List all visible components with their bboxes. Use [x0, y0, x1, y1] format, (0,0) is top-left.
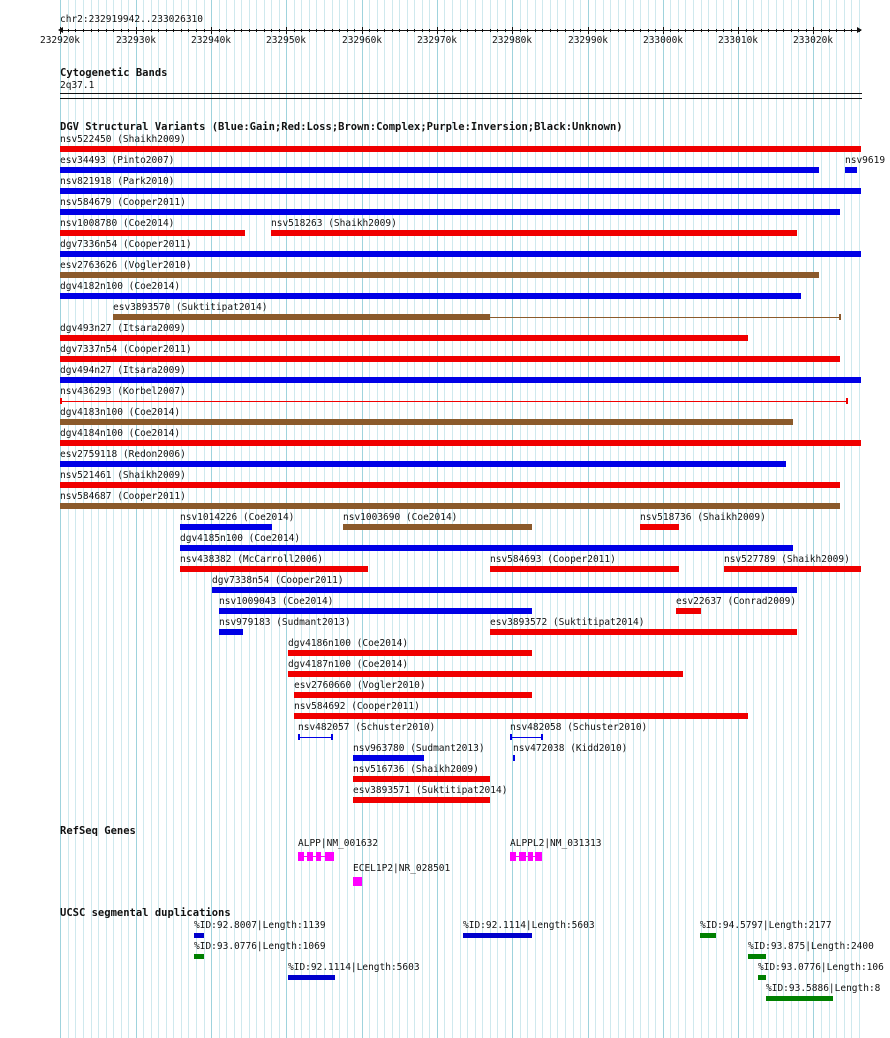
dgv-feature-label[interactable]: esv3893570 (Suktitipat2014) [113, 302, 268, 313]
dgv-feature-label[interactable]: esv22637 (Conrad2009) [676, 596, 797, 607]
refseq-gene-label[interactable]: ALPP|NM_001632 [298, 838, 379, 849]
segdup-bar[interactable] [700, 933, 716, 938]
dgv-feature-bar[interactable] [724, 566, 861, 572]
dgv-feature-bar[interactable] [294, 692, 532, 698]
dgv-feature-label[interactable]: dgv4184n100 (Coe2014) [60, 428, 181, 439]
dgv-feature-bar[interactable] [180, 545, 793, 551]
segdup-label[interactable]: %ID:94.5797|Length:2177 [700, 920, 832, 931]
dgv-feature-label[interactable]: esv34493 (Pinto2007) [60, 155, 175, 166]
dgv-feature-bar[interactable] [60, 251, 861, 257]
segdup-bar[interactable] [748, 954, 766, 959]
refseq-gene-exon[interactable] [519, 852, 526, 861]
cytoband-label: 2q37.1 [60, 80, 95, 91]
refseq-gene-exon[interactable] [325, 852, 334, 861]
segdup-bar[interactable] [194, 954, 204, 959]
cytoband-band-line-bottom [60, 98, 862, 99]
refseq-gene-exon[interactable] [528, 852, 533, 861]
dgv-feature-label[interactable]: dgv4183n100 (Coe2014) [60, 407, 181, 418]
dgv-feature-bar[interactable] [219, 608, 532, 614]
ruler-tick-label: 232980k [491, 35, 533, 46]
dgv-feature-label[interactable]: nsv821918 (Park2010) [60, 176, 175, 187]
ruler-tick-label: 232940k [190, 35, 232, 46]
dgv-feature-label[interactable]: nsv482057 (Schuster2010) [298, 722, 436, 733]
dgv-feature-bar[interactable] [294, 713, 748, 719]
segdup-bar[interactable] [758, 975, 766, 980]
refseq-track-title[interactable]: RefSeq Genes [60, 825, 136, 837]
dgv-feature-label[interactable]: esv3893572 (Suktitipat2014) [490, 617, 645, 628]
dgv-feature-bar[interactable] [60, 335, 748, 341]
dgv-feature-label[interactable]: nsv1008780 (Coe2014) [60, 218, 175, 229]
dgv-feature-label[interactable]: dgv4186n100 (Coe2014) [288, 638, 409, 649]
ruler-tick-label: 232950k [265, 35, 307, 46]
dgv-feature-endtick [846, 398, 848, 404]
dgv-feature-label[interactable]: esv2759118 (Redon2006) [60, 449, 186, 460]
refseq-gene-exon[interactable] [316, 852, 321, 861]
segdup-label[interactable]: %ID:93.0776|Length:106 [758, 962, 884, 973]
cytoband-band-line-top [60, 93, 862, 94]
dgv-feature-label[interactable]: esv3893571 (Suktitipat2014) [353, 785, 508, 796]
dgv-feature-bar[interactable] [60, 440, 861, 446]
refseq-gene-exon[interactable] [298, 852, 304, 861]
ruler-tick-label: 233020k [792, 35, 834, 46]
dgv-feature-bar[interactable] [271, 230, 797, 236]
dgv-feature-bar[interactable] [513, 755, 515, 761]
dgv-feature-bar[interactable] [60, 482, 840, 488]
dgv-feature-label[interactable]: nsv518263 (Shaikh2009) [271, 218, 397, 229]
refseq-gene-exon[interactable] [510, 852, 516, 861]
ruler-tick-label: 232960k [341, 35, 383, 46]
dgv-feature-bar[interactable] [60, 230, 245, 236]
dgv-feature-bar[interactable] [60, 377, 861, 383]
dgv-feature-label[interactable]: nsv1003690 (Coe2014) [343, 512, 458, 523]
dgv-feature-label[interactable]: dgv494n27 (Itsara2009) [60, 365, 186, 376]
ruler-tick-label: 232990k [567, 35, 609, 46]
ruler-tick-label: 232920k [39, 35, 81, 46]
dgv-feature-label[interactable]: nsv521461 (Shaikh2009) [60, 470, 186, 481]
dgv-feature-label[interactable]: dgv493n27 (Itsara2009) [60, 323, 186, 334]
segdup-label[interactable]: %ID:92.1114|Length:5603 [288, 962, 420, 973]
dgv-feature-label[interactable]: dgv7338n54 (Cooper2011) [212, 575, 344, 586]
dgv-feature-label[interactable]: nsv482058 (Schuster2010) [510, 722, 648, 733]
segdup-label[interactable]: %ID:93.875|Length:2400 [748, 941, 874, 952]
dgv-feature-bar[interactable] [60, 209, 840, 215]
dgv-feature-bar[interactable] [113, 314, 490, 320]
dgv-feature-bar[interactable] [845, 167, 857, 173]
cytoband-track-title[interactable]: Cytogenetic Bands [60, 67, 168, 79]
refseq-gene-exon[interactable] [535, 852, 542, 861]
segdup-label[interactable]: %ID:92.1114|Length:5603 [463, 920, 595, 931]
dgv-feature-label[interactable]: dgv7337n54 (Cooper2011) [60, 344, 192, 355]
segdup-bar[interactable] [288, 975, 335, 980]
dgv-feature-endtick [839, 314, 841, 320]
dgv-feature-line[interactable] [298, 737, 332, 738]
segdup-bar[interactable] [463, 933, 532, 938]
dgv-feature-endtick [510, 734, 512, 740]
dgv-feature-bar[interactable] [490, 566, 679, 572]
dgv-feature-bar[interactable] [60, 146, 861, 152]
dgv-feature-endtick [298, 734, 300, 740]
dgv-track-title[interactable]: DGV Structural Variants (Blue:Gain;Red:Loss;Brown:Complex;Purple:Inversion;Black:Unknown) [60, 121, 623, 133]
dgv-feature-label[interactable]: esv2763626 (Vogler2010) [60, 260, 192, 271]
dgv-feature-bar[interactable] [490, 629, 797, 635]
dgv-feature-label[interactable]: nsv472038 (Kidd2010) [513, 743, 628, 754]
dgv-feature-line[interactable] [510, 737, 542, 738]
segdup-bar[interactable] [194, 933, 204, 938]
dgv-feature-label[interactable]: nsv436293 (Korbel2007) [60, 386, 186, 397]
dgv-feature-bar[interactable] [288, 671, 683, 677]
dgv-feature-bar[interactable] [60, 188, 861, 194]
ruler-tick-label: 233000k [642, 35, 684, 46]
dgv-feature-label[interactable]: esv2760660 (Vogler2010) [294, 680, 426, 691]
refseq-gene-exon[interactable] [307, 852, 313, 861]
dgv-feature-bar[interactable] [60, 419, 793, 425]
dgv-feature-label[interactable]: nsv518736 (Shaikh2009) [640, 512, 766, 523]
dgv-feature-bar[interactable] [60, 272, 819, 278]
dgv-feature-bar[interactable] [180, 524, 272, 530]
dgv-feature-extension[interactable] [490, 317, 840, 318]
dgv-feature-label[interactable]: dgv4185n100 (Coe2014) [180, 533, 301, 544]
dgv-feature-bar[interactable] [60, 503, 840, 509]
refseq-gene-exon[interactable] [353, 877, 362, 886]
dgv-feature-label[interactable]: nsv584692 (Cooper2011) [294, 701, 420, 712]
segdup-label[interactable]: %ID:93.0776|Length:1069 [194, 941, 326, 952]
dgv-feature-label[interactable]: nsv527789 (Shaikh2009) [724, 554, 850, 565]
refseq-gene-label[interactable]: ALPPL2|NM_031313 [510, 838, 602, 849]
dgv-feature-bar[interactable] [343, 524, 532, 530]
dgv-feature-bar[interactable] [353, 776, 490, 782]
segdup-label[interactable]: %ID:92.8007|Length:1139 [194, 920, 326, 931]
dgv-feature-bar[interactable] [60, 461, 786, 467]
dgv-feature-bar[interactable] [212, 587, 797, 593]
ruler-tick-label: 232930k [115, 35, 157, 46]
dgv-feature-label[interactable]: nsv963780 (Sudmant2013) [353, 743, 485, 754]
dgv-feature-bar[interactable] [676, 608, 701, 614]
dgv-feature-label[interactable]: nsv9619 [845, 155, 886, 166]
dgv-feature-label[interactable]: dgv4182n100 (Coe2014) [60, 281, 181, 292]
dgv-feature-bar[interactable] [640, 524, 679, 530]
segdup-bar[interactable] [766, 996, 833, 1001]
dgv-feature-label[interactable]: nsv438382 (McCarroll2006) [180, 554, 323, 565]
dgv-feature-label[interactable]: nsv584679 (Cooper2011) [60, 197, 186, 208]
dgv-feature-endtick [541, 734, 543, 740]
dgv-feature-bar[interactable] [60, 293, 801, 299]
dgv-feature-bar[interactable] [353, 797, 490, 803]
dgv-feature-label[interactable]: nsv1009043 (Coe2014) [219, 596, 334, 607]
ruler-tick-label: 232970k [416, 35, 458, 46]
dgv-feature-label[interactable]: nsv979183 (Sudmant2013) [219, 617, 351, 628]
dgv-feature-label[interactable]: dgv7336n54 (Cooper2011) [60, 239, 192, 250]
dgv-feature-label[interactable]: dgv4187n100 (Coe2014) [288, 659, 409, 670]
segdup-track-title[interactable]: UCSC segmental duplications [60, 907, 231, 919]
dgv-feature-bar[interactable] [219, 629, 243, 635]
dgv-feature-label[interactable]: nsv584687 (Cooper2011) [60, 491, 186, 502]
dgv-feature-endtick [331, 734, 333, 740]
dgv-feature-label[interactable]: nsv1014226 (Coe2014) [180, 512, 295, 523]
dgv-feature-bar[interactable] [288, 650, 532, 656]
dgv-feature-label[interactable]: nsv516736 (Shaikh2009) [353, 764, 479, 775]
dgv-feature-label[interactable]: nsv584693 (Cooper2011) [490, 554, 616, 565]
dgv-feature-label[interactable]: nsv522450 (Shaikh2009) [60, 134, 186, 145]
position-label: chr2:232919942..233026310 [60, 14, 203, 25]
ruler-tick-label: 233010k [717, 35, 759, 46]
dgv-feature-bar[interactable] [180, 566, 368, 572]
dgv-feature-bar[interactable] [353, 755, 424, 761]
dgv-feature-bar[interactable] [60, 356, 840, 362]
dgv-feature-extension[interactable] [60, 401, 847, 402]
segdup-label[interactable]: %ID:93.5886|Length:8 [766, 983, 881, 994]
refseq-gene-label[interactable]: ECEL1P2|NR_028501 [353, 863, 451, 874]
dgv-feature-bar[interactable] [60, 167, 819, 173]
